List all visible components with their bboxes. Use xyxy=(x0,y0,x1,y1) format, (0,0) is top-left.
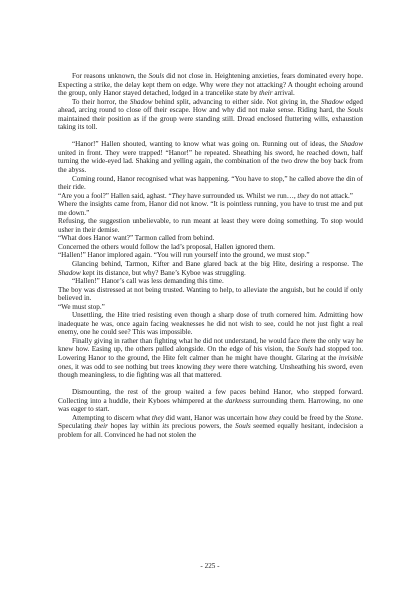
italic-text: their xyxy=(259,89,273,98)
italic-text: they xyxy=(203,362,216,371)
text-run: were there watching. Unsheathing his sword, even though meaningless, to die fighting was all that mattered. xyxy=(58,362,363,380)
paragraph xyxy=(58,414,363,440)
text-run: Unsettling, the Hite tried resisting even though a sharp dose of truth cornered him. Admitting how inadequate he was, once again facing weaknesses he did not wish to see, could he not just fight a real enemy, one he could see? This was impossible. xyxy=(58,311,363,337)
paragraph xyxy=(58,260,363,277)
italic-text: Souls xyxy=(347,106,363,115)
text-run: “Hanor!” Hallen shouted, wanting to know what was going on. Running out of ideas, the xyxy=(72,140,341,149)
paragraph xyxy=(58,243,363,252)
paragraph xyxy=(58,72,363,98)
italic-text: its xyxy=(162,422,170,431)
paragraph xyxy=(58,303,363,312)
italic-text: Shadow xyxy=(129,97,153,106)
text-run: surrounding them. Harrowing, no one was eager to start. xyxy=(58,396,364,414)
paragraph xyxy=(58,98,363,132)
text-run: “What does Hanor want?” Tarmon called from behind. xyxy=(58,234,215,243)
italic-text: darkness xyxy=(225,396,251,405)
paragraph xyxy=(58,234,363,243)
text-run: did want, Hanor was uncertain how xyxy=(163,413,270,422)
italic-text: they xyxy=(151,413,164,422)
text-run: maintained their position as if the group were standing still. Dread enclosed fluttering wills, exhaustion taking its toll. xyxy=(58,114,363,132)
text-run: kept its distance, but why? Bane’s Kyboe was struggling. xyxy=(80,268,246,277)
italic-text: they xyxy=(297,191,310,200)
text-run: Dismounting, the rest of the group waited a few paces behind Hanor, who stepped forward. Collecting into a huddle, their Kyboes whimpered at the xyxy=(58,388,363,405)
paragraph xyxy=(58,388,363,414)
italic-text: Shadow xyxy=(340,140,363,149)
text-run: had stopped too. Lowering Hanor to the ground, the Hite felt calmer than he might have thought. Glaring at the xyxy=(58,345,363,362)
text-run: “Hallen!” Hanor implored again. “You will run yourself into the ground, we must stop.” xyxy=(58,251,310,260)
italic-text: Souls xyxy=(297,345,313,354)
italic-text: their xyxy=(94,422,108,431)
text-run: Attempting to discern what xyxy=(72,413,152,422)
italic-text: invisible ones xyxy=(58,354,363,371)
text-run: Concerned the others would follow the lad’s proposal, Hallen ignored them. xyxy=(58,242,275,251)
text-run: Coming round, Hanor recognised what was happening. “You have to stop,” he called above the din of their ride. xyxy=(58,174,363,192)
paragraph xyxy=(58,140,363,174)
text-run: do not attack.” xyxy=(309,191,353,200)
text-run: edged ahead, arcing round to close off their escape. How and why did not make sense. Riding hard, the xyxy=(58,97,363,115)
italic-text: Souls xyxy=(148,72,165,80)
text-run: united in front. They were trapped! “Hanor!” he repeated. Sheathing his sword, he reached down, half turning the wide-eyed lad. Shaking and yelling again, the combination of the two drew the boy back from the abyss. xyxy=(58,148,363,174)
text-run: “Hallen!” Hanor’s call was less demanding this time. xyxy=(72,277,224,286)
italic-text: Souls xyxy=(235,422,251,431)
paragraph xyxy=(58,192,363,201)
text-run: have surrounded us. Whilst we run…, xyxy=(185,191,298,200)
paragraph xyxy=(58,175,363,192)
paragraph xyxy=(58,311,363,337)
paragraph xyxy=(58,286,363,303)
text-run: For reasons unknown, the xyxy=(72,72,149,80)
text-run: , it was odd to see nothing but trees knowing xyxy=(71,362,204,371)
paragraph xyxy=(58,217,363,234)
text-run: could be freed by the xyxy=(281,413,346,422)
body-text xyxy=(58,72,363,439)
italic-text: them xyxy=(301,336,316,345)
text-run: behind split, advancing to either side. Not giving in, the xyxy=(152,97,321,106)
page-number: - 225 - xyxy=(200,562,220,570)
italic-text: they xyxy=(231,80,244,89)
text-run: Finally giving in rather than fighting what he did not understand, he would face xyxy=(72,336,302,345)
text-run: not attacking? A thought echoing around the group, only Hanor stayed detached, lodged in a trancelike state by xyxy=(58,80,363,98)
paragraph xyxy=(58,337,363,380)
italic-text: Stone xyxy=(345,413,362,422)
text-run: the only way he knew how. Easing up, the others pulled alongside. On the edge of his vision, the xyxy=(58,336,363,354)
text-run: Refusing, the suggestion unbelievable, to run meant at least they were doing something. To stop would usher in their demise. xyxy=(58,217,363,234)
text-run: seemed equally hesitant, indecision a problem for all. Convinced he had not stolen the xyxy=(58,422,363,439)
paragraph xyxy=(58,251,363,260)
italic-text: Shadow xyxy=(58,268,81,277)
text-run: To their horror, the xyxy=(72,97,130,106)
text-run: “Are you a fool?” Hallen said, aghast. “ xyxy=(58,191,172,200)
text-run: Where the insights came from, Hanor did not know. “It is pointless running, you have to trust me and put me down.” xyxy=(58,200,363,217)
text-run: did not close in. Heightening anxieties, fears dominated every hope. Expecting a strike, the delay kept them on edge. Why were xyxy=(58,72,363,89)
text-run: . Speculating xyxy=(58,413,363,431)
italic-text: Shadow xyxy=(321,97,344,106)
italic-text: they xyxy=(269,413,282,422)
text-run: hopes lay within xyxy=(107,422,163,431)
text-run: arrival. xyxy=(272,89,295,98)
paragraph xyxy=(58,277,363,286)
paragraph xyxy=(58,200,363,217)
italic-text: They xyxy=(171,191,186,200)
text-run: The boy was distressed at not being trusted. Wanting to help, to alleviate the anguish, but he could if only believed in. xyxy=(58,285,363,303)
text-run: “We must stop.” xyxy=(58,302,105,311)
text-run: Glancing behind, Tarmon, Kifter and Bane glared back at the big Hite, desiring a response. The xyxy=(72,259,363,268)
text-run: precious powers, the xyxy=(169,422,236,431)
